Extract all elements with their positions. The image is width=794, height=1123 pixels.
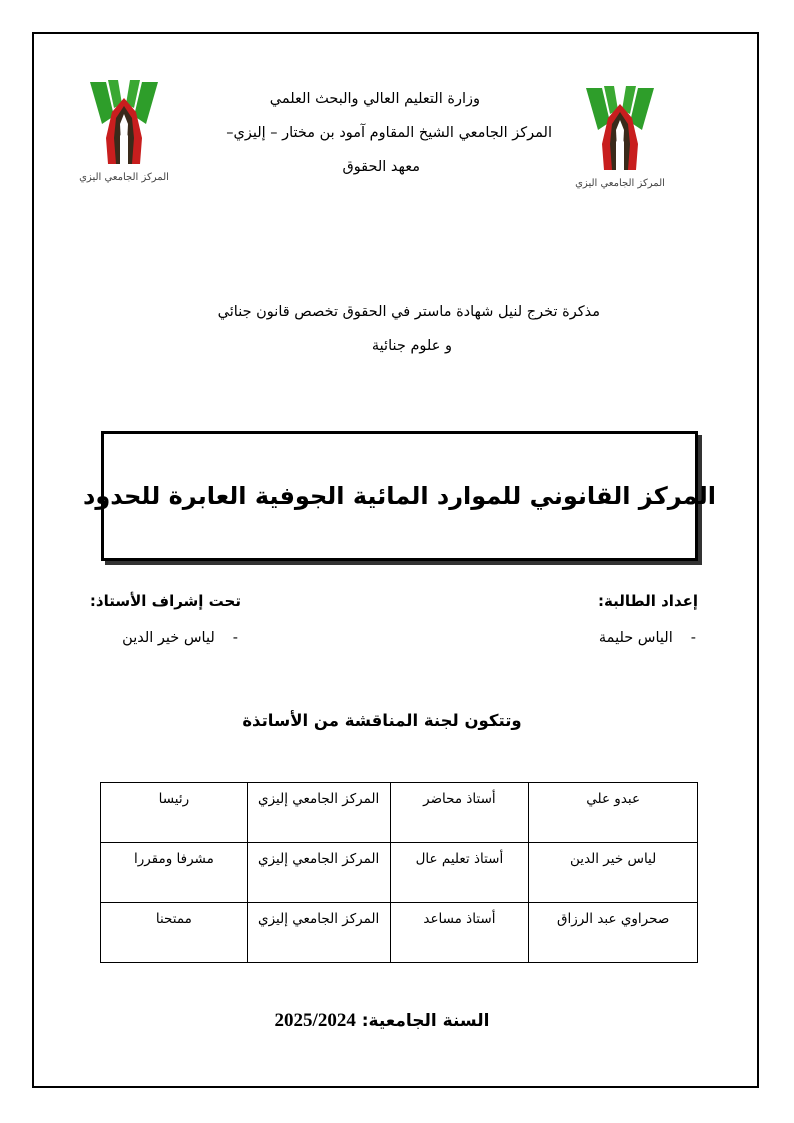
supervisor-name-line — [122, 630, 238, 646]
table-row — [101, 843, 698, 903]
university-logo-right — [575, 84, 665, 194]
university-center-line: المركز الجامعي الشيخ المقاوم آمود بن مختار – إليزي– — [226, 125, 552, 141]
table-row — [101, 903, 698, 963]
committee-table — [100, 782, 698, 963]
committee-member-institution: المركز الجامعي إليزي — [247, 783, 390, 843]
thesis-description — [130, 295, 600, 363]
thesis-description-line: مذكرة تخرج لنيل شهادة ماستر في الحقوق تخصص قانون جنائي — [217, 304, 600, 320]
committee-member-role: ممتحنا — [101, 903, 248, 963]
list-dash: - — [690, 630, 696, 646]
committee-member-rank: أستاذ تعليم عال — [390, 843, 529, 903]
ministry-line: وزارة التعليم العالي والبحث العلمي — [269, 91, 480, 107]
committee-member-rank: أستاذ مساعد — [390, 903, 529, 963]
committee-heading: وتتكون لجنة المناقشة من الأساتذة — [242, 711, 522, 730]
supervisor-label: تحت إشراف الأستاذ: — [89, 592, 241, 610]
committee-member-name: عبدو علي — [529, 783, 698, 843]
thesis-title: المركز القانوني للموارد المائية الجوفية العابرة للحدود — [83, 482, 716, 510]
institute-line: معهد الحقوق — [342, 159, 420, 175]
university-logo-left — [79, 78, 169, 188]
student-label: إعداد الطالبة: — [598, 592, 698, 610]
committee-member-institution: المركز الجامعي إليزي — [247, 843, 390, 903]
svg-text:المركز الجامعي اليزي: المركز الجامعي اليزي — [575, 178, 665, 189]
table-row — [101, 783, 698, 843]
committee-member-institution: المركز الجامعي إليزي — [247, 903, 390, 963]
list-dash: - — [232, 630, 238, 646]
committee-member-role: مشرفا ومقررا — [101, 843, 248, 903]
svg-text:المركز الجامعي اليزي: المركز الجامعي اليزي — [79, 172, 169, 183]
committee-member-name: صحراوي عبد الرزاق — [529, 903, 698, 963]
student-name: الياس حليمة — [598, 630, 673, 646]
institution-header — [190, 82, 570, 184]
academic-year-label: السنة الجامعية: — [361, 1011, 490, 1031]
committee-member-role: رئيسا — [101, 783, 248, 843]
logo-emblem-icon — [79, 78, 169, 188]
committee-member-rank: أستاذ محاضر — [390, 783, 529, 843]
thesis-description-line: و علوم جنائية — [371, 338, 452, 354]
academic-year-value: 2025/2024 — [274, 1010, 356, 1031]
committee-member-name: لياس خير الدين — [529, 843, 698, 903]
thesis-title-box — [83, 431, 716, 561]
supervisor-name: لياس خير الدين — [122, 630, 215, 646]
academic-year — [0, 1010, 764, 1032]
student-name-line — [599, 630, 696, 646]
logo-emblem-icon — [575, 84, 665, 194]
